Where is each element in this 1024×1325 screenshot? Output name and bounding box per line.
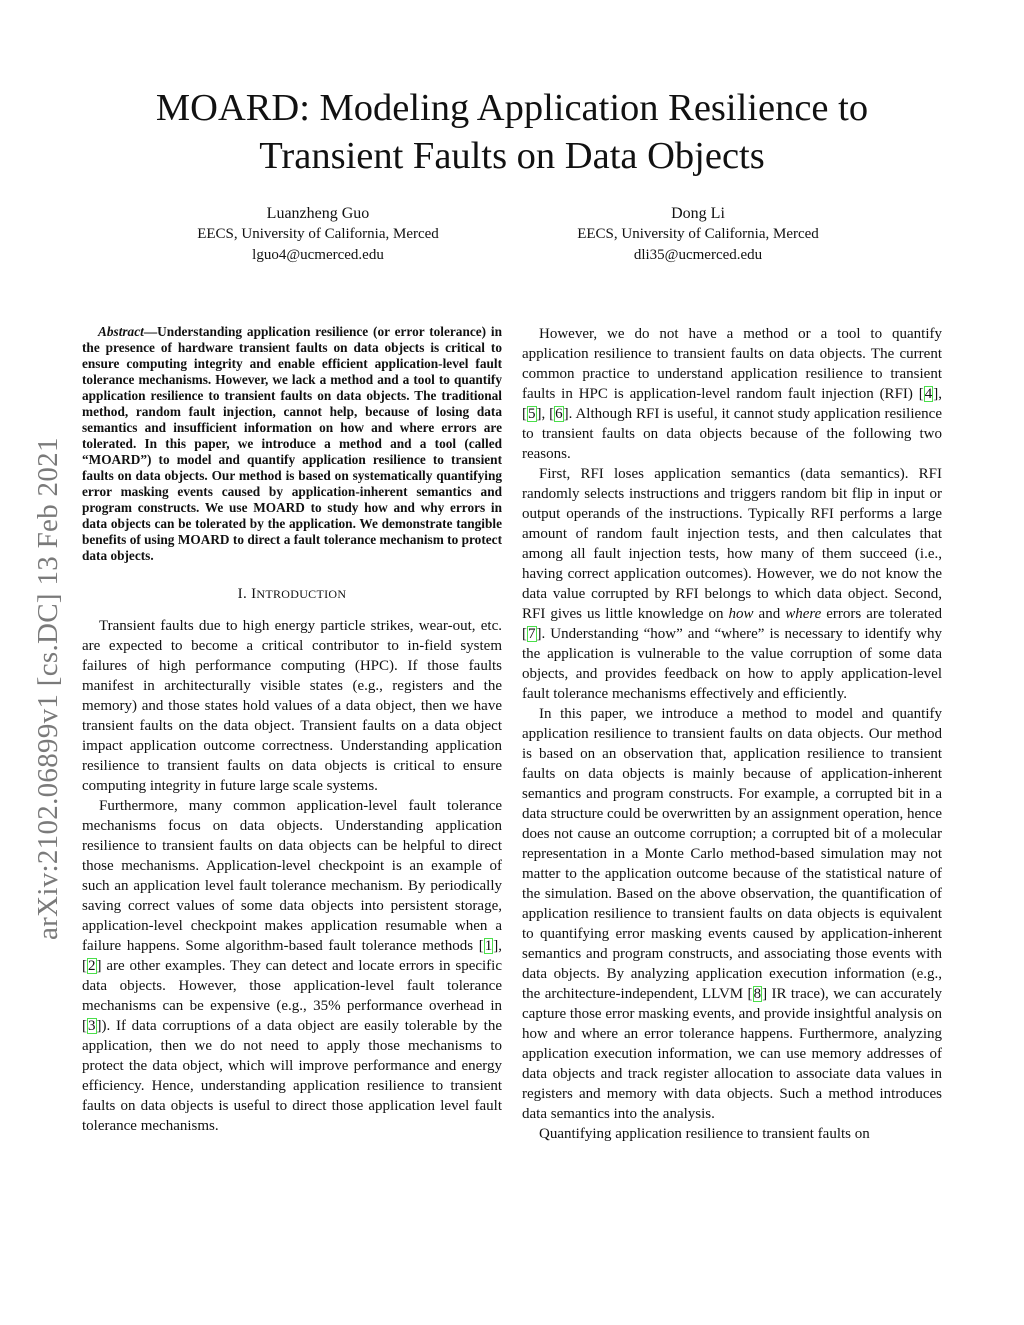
citation-link[interactable]: 1 xyxy=(484,938,493,954)
citation-link[interactable]: 5 xyxy=(528,406,536,422)
author-block-1 xyxy=(138,203,498,266)
paragraph: First, RFI loses application semantics (data semantics). RFI randomly selects instructions and triggers random bit flip in input or output operands of the instructions. Typically RFI performs a large amount of random fault injection tests, and then calculates that among all fault injection tests, how many of them succeed (i.e., having correct application outcomes). However, we do not know the data value corrupted by RFI belongs to which data object. Second, RFI gives us little knowledge on how and where errors are tolerated [7]. Understanding “how” and “where” is necessary to identify why the application is vulnerable to the value corruption of some data objects, and provides feedback on how to apply application-level fault tolerance mechanisms effectively and efficiently. xyxy=(522,466,942,702)
left-column xyxy=(82,324,502,1136)
paragraph: Quantifying application resilience to transient faults on xyxy=(539,1126,870,1142)
author-name: Luanzheng Guo xyxy=(266,205,370,222)
arxiv-stamp: arXiv:2102.06899v1 [cs.DC] 13 Feb 2021 xyxy=(32,437,64,940)
abstract-text: —Understanding application resilience (or error tolerance) in the presence of hardware transient faults on data objects is critical to ensure computing integrity and enable efficient application-level fault tolerance mechanisms. However, we lack a method and a tool to quantify application resilience to transient faults on data objects. The traditional method, random fault injection, cannot help, because of losing data semantics and insufficient information on how and where errors are tolerated. In this paper, we introduce a method and a tool (called “MOARD”) to model and quantify application resilience to transient faults on data objects. Our method is based on systematically quantifying error masking events caused by application-inherent semantics and program constructs. We use MOARD to study how and why errors in data objects can be tolerated by the application. We demonstrate tangible benefits of using MOARD to direct a fault tolerance mechanism to protect data objects. xyxy=(82,324,502,563)
citation-link[interactable]: 4 xyxy=(924,386,933,402)
title-line-1: MOARD: Modeling Application Resilience to xyxy=(155,87,869,129)
citation-link[interactable]: 8 xyxy=(753,986,762,1002)
citation-link[interactable]: 7 xyxy=(528,626,536,642)
author-email: lguo4@ucmerced.edu xyxy=(252,247,384,263)
emphasis: where xyxy=(785,606,822,622)
citation-link[interactable]: 2 xyxy=(88,958,96,974)
paragraph: Furthermore, many common application-level fault tolerance mechanisms focus on data objects. Understanding application resilience to transient faults on data objects can be helpful to direct those mechanisms. Application-level checkpoint is an example of such an application level fault tolerance mechanism. By periodically saving correct values of some data objects into persistent storage, application-level checkpoint makes application resumable when a failure happens. Some algorithm-based fault tolerance methods [1], [2] are other examples. They can detect and locate errors in specific data objects. However, those application-level fault tolerance mechanisms can be expensive (e.g., 35% performance overhead in [3]). If data corruptions of a data object are easily tolerable by the application, then we do not need to apply those mechanisms to protect the data object, which will improve performance and energy efficiency. Hence, understanding application resilience to transient faults on data objects is useful to direct those application level fault tolerance mechanisms. xyxy=(82,798,502,1134)
right-column xyxy=(522,324,942,1144)
title-line-2: Transient Faults on Data Objects xyxy=(259,135,765,177)
author-name: Dong Li xyxy=(671,205,725,222)
citation-link[interactable]: 3 xyxy=(88,1018,96,1034)
paragraph: In this paper, we introduce a method to model and quantify application resilience to transient faults on data objects. Our method is based on an observation that, application resilience to transient faults on data objects is mainly because of application-inherent semantics and program constructs. For example, a corrupted bit in a data structure could be overwritten by an assignment operation, hence does not cause an outcome corruption; a corrupted bit of a molecular representation in a Monte Carlo method-based simulation may not matter to the application outcome because of the statistical nature of the simulation. Based on the above observation, the quantification of application resilience to transient faults on data objects is equivalent to quantifying error masking events caused by application-inherent semantics and program constructs, and associating those events with data objects. By analyzing application execution information (e.g., the architecture-independent, LLVM [8] IR trace), we can accurately capture those error masking events, and provide insightful analysis on how and where an error tolerance happens. Furthermore, analyzing application execution information, we can use memory addresses of data objects and track register allocation to associate data values in registers and memory with data objects. Such a method introduces data semantics into the analysis. xyxy=(522,706,942,1122)
section-numeral: I. xyxy=(237,586,252,602)
author-affiliation: EECS, University of California, Merced xyxy=(197,226,439,242)
author-email: dli35@ucmerced.edu xyxy=(633,247,763,263)
emphasis: how xyxy=(728,606,754,622)
author-block-2 xyxy=(518,203,878,266)
paper-title xyxy=(60,84,964,180)
section-heading-introduction xyxy=(82,584,502,604)
abstract-label: Abstract xyxy=(98,324,144,339)
abstract xyxy=(82,324,502,564)
author-affiliation: EECS, University of California, Merced xyxy=(577,226,819,242)
citation-link[interactable]: 6 xyxy=(555,406,563,422)
section-title-initial: I xyxy=(251,586,257,602)
paragraph: Transient faults due to high energy particle strikes, wear-out, etc. are expected to become a critical contributor to in-field system failures of high performance computing (HPC). If those faults manifest in architecturally visible states (e.g., registers and the memory) and those states hold values of a data object, then we have transient faults on the data object. Transient faults on a data object impact application outcome correctness. Understanding application resilience to transient faults on data objects is critical to ensure computing integrity in future large scale systems. xyxy=(82,618,502,794)
section-title-rest: NTRODUCTION xyxy=(256,587,347,601)
paragraph: However, we do not have a method or a tool to quantify application resilience to transient faults on data objects. The current common practice to understand application resilience to transient faults in HPC is application-level random fault injection (RFI) [4], [5], [6]. Although RFI is useful, it cannot study application resilience to transient faults on data objects because of the following two reasons. xyxy=(522,326,942,462)
